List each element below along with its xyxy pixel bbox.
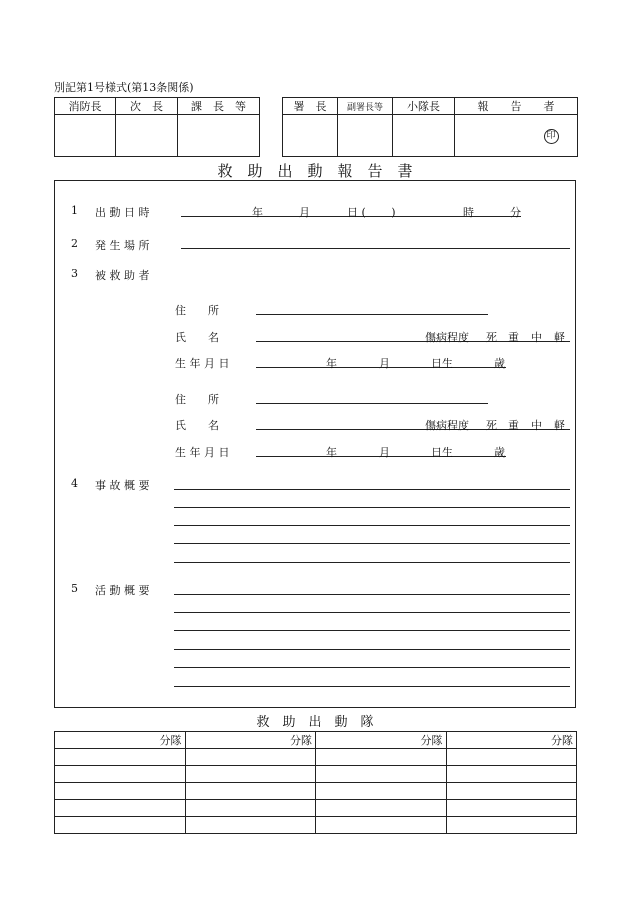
approval-table-left [54, 97, 260, 157]
address-label: 住 所 [175, 304, 219, 317]
squad-cell[interactable] [55, 766, 186, 783]
incident-summary-line[interactable] [174, 507, 570, 508]
squad-cell[interactable] [55, 749, 186, 766]
activity-summary-line[interactable] [174, 686, 570, 687]
name-field[interactable] [256, 429, 570, 430]
approval-header-reporter: 報 告 者 [455, 98, 578, 115]
approval-stamp-cell[interactable] [283, 115, 338, 157]
injury-severe-option[interactable]: 重 [508, 331, 519, 344]
hour-label: 時 [463, 206, 474, 219]
squad-cell[interactable] [185, 749, 316, 766]
report-title: 救 助 出 動 報 告 書 [217, 162, 413, 180]
squad-cell[interactable] [316, 783, 447, 800]
seal-mark: 印 [544, 129, 559, 144]
approval-stamp-cell[interactable] [338, 115, 393, 157]
activity-summary-line[interactable] [174, 594, 570, 595]
activity-summary-line[interactable] [174, 667, 570, 668]
approval-table-right [282, 97, 578, 157]
injury-mild-option[interactable]: 軽 [554, 331, 565, 344]
approval-stamp-cell[interactable] [55, 115, 116, 157]
activity-summary-line[interactable] [174, 630, 570, 631]
injury-mild-option[interactable]: 軽 [554, 419, 565, 432]
dispatch-datetime-label: 出 動 日 時 [95, 206, 150, 219]
squad-cell[interactable] [316, 800, 447, 817]
squad-header: 分隊 [185, 732, 316, 749]
squad-cell[interactable] [55, 817, 186, 834]
item-number: 1 [71, 204, 78, 217]
item-number: 3 [71, 267, 78, 280]
birthdate-label: 生 年 月 日 [175, 446, 230, 459]
reporter-stamp-cell[interactable] [455, 115, 578, 157]
incident-summary-line[interactable] [174, 525, 570, 526]
name-label: 氏 名 [175, 331, 219, 344]
approval-header-station-chief: 署 長 [283, 98, 338, 115]
injury-death-option[interactable]: 死 [486, 331, 497, 344]
approval-stamp-cell[interactable] [393, 115, 455, 157]
squad-cell[interactable] [446, 783, 577, 800]
approval-header-section: 課 長 等 [178, 98, 260, 115]
form-number-note: 別記第1号様式(第13条関係) [54, 81, 194, 94]
minute-label: 分 [510, 206, 521, 219]
squad-cell[interactable] [55, 800, 186, 817]
rescue-squad-title: 救 助 出 動 隊 [256, 715, 374, 730]
squad-cell[interactable] [446, 800, 577, 817]
squad-cell[interactable] [446, 766, 577, 783]
name-field[interactable] [256, 341, 570, 342]
squad-cell[interactable] [316, 817, 447, 834]
age-label: 歳 [494, 446, 505, 459]
address-field[interactable] [256, 314, 488, 315]
squad-cell[interactable] [185, 783, 316, 800]
approval-header-platoon: 小隊長 [393, 98, 455, 115]
squad-cell[interactable] [55, 783, 186, 800]
injury-severe-option[interactable]: 重 [508, 419, 519, 432]
name-label: 氏 名 [175, 419, 219, 432]
address-field[interactable] [256, 403, 488, 404]
squad-cell[interactable] [446, 817, 577, 834]
activity-summary-label: 活 動 概 要 [95, 584, 150, 597]
injury-degree-label: 傷病程度 [425, 419, 469, 432]
squad-cell[interactable] [185, 817, 316, 834]
squad-header: 分隊 [446, 732, 577, 749]
rescued-person-label: 被 救 助 者 [95, 269, 150, 282]
item-number: 2 [71, 237, 78, 250]
squad-header: 分隊 [55, 732, 186, 749]
location-field[interactable] [181, 248, 570, 249]
injury-degree-label: 傷病程度 [425, 331, 469, 344]
incident-summary-line[interactable] [174, 562, 570, 563]
month-label: 月 [299, 206, 310, 219]
squad-cell[interactable] [316, 766, 447, 783]
age-label: 歳 [494, 357, 505, 370]
squad-cell[interactable] [316, 749, 447, 766]
location-label: 発 生 場 所 [95, 239, 150, 252]
rescue-squad-table [54, 731, 577, 834]
activity-summary-line[interactable] [174, 612, 570, 613]
incident-summary-line[interactable] [174, 489, 570, 490]
item-number: 5 [71, 582, 78, 595]
address-label: 住 所 [175, 393, 219, 406]
approval-stamp-cell[interactable] [116, 115, 178, 157]
day-label: 日 ( ) [347, 206, 396, 219]
activity-summary-line[interactable] [174, 649, 570, 650]
year-label: 年 [326, 446, 337, 459]
month-label: 月 [379, 446, 390, 459]
squad-header: 分隊 [316, 732, 447, 749]
incident-summary-line[interactable] [174, 543, 570, 544]
birthdate-label: 生 年 月 日 [175, 357, 230, 370]
squad-cell[interactable] [446, 749, 577, 766]
approval-stamp-cell[interactable] [178, 115, 260, 157]
item-number: 4 [71, 477, 78, 490]
year-label: 年 [252, 206, 263, 219]
approval-header-vice-chief: 副署長等 [338, 98, 393, 115]
squad-cell[interactable] [185, 766, 316, 783]
injury-moderate-option[interactable]: 中 [531, 419, 542, 432]
incident-summary-label: 事 故 概 要 [95, 479, 150, 492]
year-label: 年 [326, 357, 337, 370]
injury-death-option[interactable]: 死 [486, 419, 497, 432]
squad-cell[interactable] [185, 800, 316, 817]
day-born-label: 日生 [431, 357, 453, 370]
approval-header-deputy: 次 長 [116, 98, 178, 115]
month-label: 月 [379, 357, 390, 370]
approval-header-chief: 消防長 [55, 98, 116, 115]
injury-moderate-option[interactable]: 中 [531, 331, 542, 344]
day-born-label: 日生 [431, 446, 453, 459]
